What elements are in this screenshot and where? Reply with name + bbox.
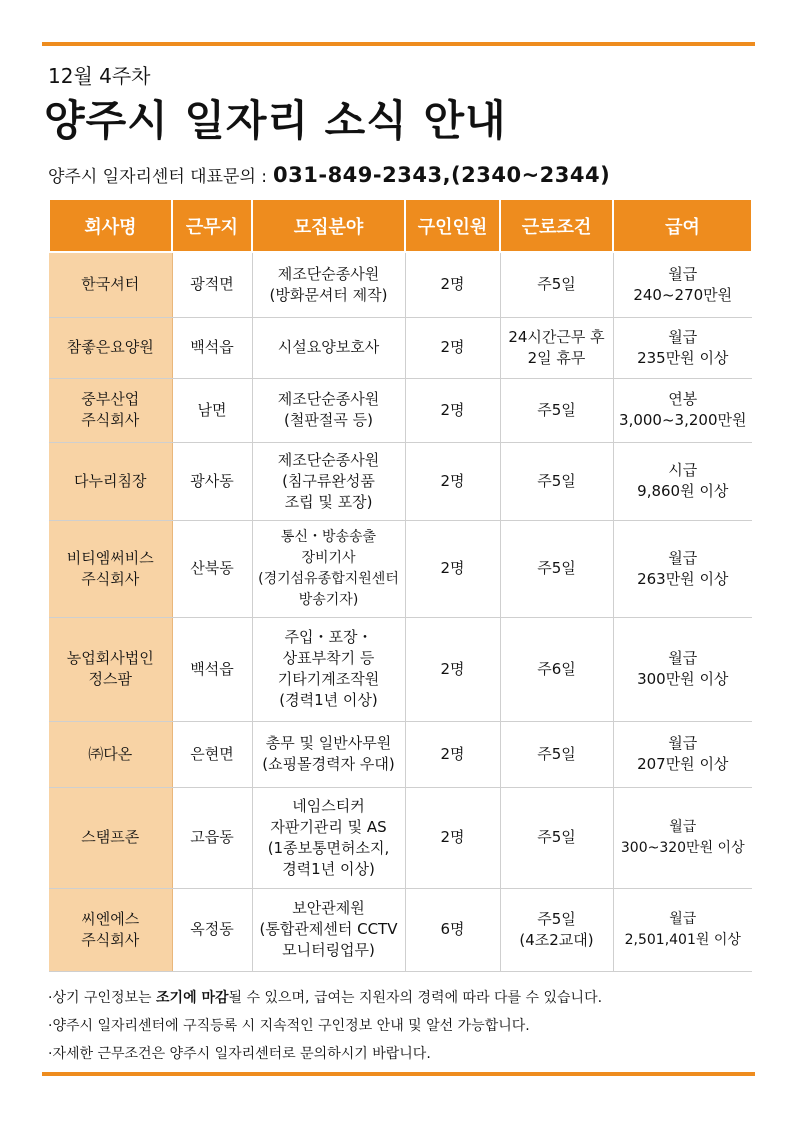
note-emphasis: 조기에 마감 [156,990,229,1006]
table-row [49,378,752,442]
conditions-cell: 주5일 [500,787,613,888]
location-cell: 백석읍 [172,617,252,721]
notes [48,984,602,1068]
note-text: 될 수 있으며, 급여는 지원자의 경력에 따라 다를 수 있습니다. [228,990,603,1006]
pay-cell: 월급 2,501,401원 이상 [613,888,752,971]
table-row [49,317,752,378]
conditions-cell: 24시간근무 후 2일 휴무 [500,317,613,378]
location-cell: 백석읍 [172,317,252,378]
field-cell: 제조단순종사원 (침구류완성품 조립 및 포장) [252,442,405,520]
count-cell: 2명 [405,317,500,378]
contact-label: 양주시 일자리센터 대표문의 : [48,167,268,187]
note-inquiry: ·자세한 근무조건은 양주시 일자리센터로 문의하시기 바랍니다. [48,1046,431,1062]
conditions-cell: 주5일 [500,378,613,442]
page-title: 양주시 일자리 소식 안내 [44,96,507,145]
note-text: ·상기 구인정보는 [48,990,157,1006]
count-cell: 2명 [405,252,500,317]
company-cell: 중부산업 주식회사 [49,378,172,442]
contact-number: 031-849-2343,(2340~2344) [273,163,611,187]
table-row [49,617,752,721]
pay-cell: 월급 263만원 이상 [613,520,752,617]
pay-cell: 월급 235만원 이상 [613,317,752,378]
field-cell: 주입・포장・ 상표부착기 등 기타기계조작원 (경력1년 이상) [252,617,405,721]
location-cell: 광적면 [172,252,252,317]
column-header-location: 근무지 [172,199,252,252]
column-header-conditions: 근로조건 [500,199,613,252]
company-cell: ㈜다온 [49,721,172,787]
column-header-pay: 급여 [613,199,752,252]
top-accent-rule [42,42,755,46]
note-early-closing [48,984,602,1012]
table-row [49,888,752,971]
company-cell: 스탬프존 [49,787,172,888]
location-cell: 남면 [172,378,252,442]
conditions-cell: 주6일 [500,617,613,721]
week-label: 12월 4주차 [48,64,151,88]
field-cell: 제조단순종사원 (방화문셔터 제작) [252,252,405,317]
location-cell: 은현면 [172,721,252,787]
company-cell: 씨엔에스 주식회사 [49,888,172,971]
location-cell: 산북동 [172,520,252,617]
table-row [49,520,752,617]
column-header-field: 모집분야 [252,199,405,252]
count-cell: 2명 [405,617,500,721]
table-row [49,721,752,787]
table-row [49,252,752,317]
pay-cell: 시급 9,860원 이상 [613,442,752,520]
count-cell: 2명 [405,442,500,520]
conditions-cell: 주5일 [500,721,613,787]
location-cell: 광사동 [172,442,252,520]
conditions-cell: 주5일 [500,252,613,317]
company-cell: 다누리침장 [49,442,172,520]
column-header-count: 구인인원 [405,199,500,252]
contact-line [48,162,610,187]
pay-cell: 월급 207만원 이상 [613,721,752,787]
table-row [49,787,752,888]
field-cell: 보안관제원 (통합관제센터 CCTV 모니터링업무) [252,888,405,971]
company-cell: 비티엠써비스 주식회사 [49,520,172,617]
location-cell: 옥정동 [172,888,252,971]
conditions-cell: 주5일 [500,442,613,520]
table-header-row [49,199,752,252]
company-cell: 농업회사법인 정스팜 [49,617,172,721]
count-cell: 2명 [405,787,500,888]
bottom-accent-rule [42,1072,755,1076]
table-row [49,442,752,520]
pay-cell: 연봉 3,000~3,200만원 [613,378,752,442]
column-header-company: 회사명 [49,199,172,252]
pay-cell: 월급 300만원 이상 [613,617,752,721]
count-cell: 2명 [405,520,500,617]
conditions-cell: 주5일 (4조2교대) [500,888,613,971]
count-cell: 2명 [405,378,500,442]
location-cell: 고읍동 [172,787,252,888]
count-cell: 6명 [405,888,500,971]
company-cell: 한국셔터 [49,252,172,317]
field-cell: 네임스티커 자판기관리 및 AS (1종보통면허소지, 경력1년 이상) [252,787,405,888]
count-cell: 2명 [405,721,500,787]
field-cell: 제조단순종사원 (철판절곡 등) [252,378,405,442]
pay-cell: 월급 240~270만원 [613,252,752,317]
company-cell: 참좋은요양원 [49,317,172,378]
job-listings-table [48,198,753,972]
conditions-cell: 주5일 [500,520,613,617]
field-cell: 시설요양보호사 [252,317,405,378]
field-cell: 통신・방송송출 장비기사 (경기섬유종합지원센터 방송기자) [252,520,405,617]
note-registration: ·양주시 일자리센터에 구직등록 시 지속적인 구인정보 안내 및 알선 가능합니다. [48,1018,530,1034]
pay-cell: 월급 300~320만원 이상 [613,787,752,888]
field-cell: 총무 및 일반사무원 (쇼핑몰경력자 우대) [252,721,405,787]
